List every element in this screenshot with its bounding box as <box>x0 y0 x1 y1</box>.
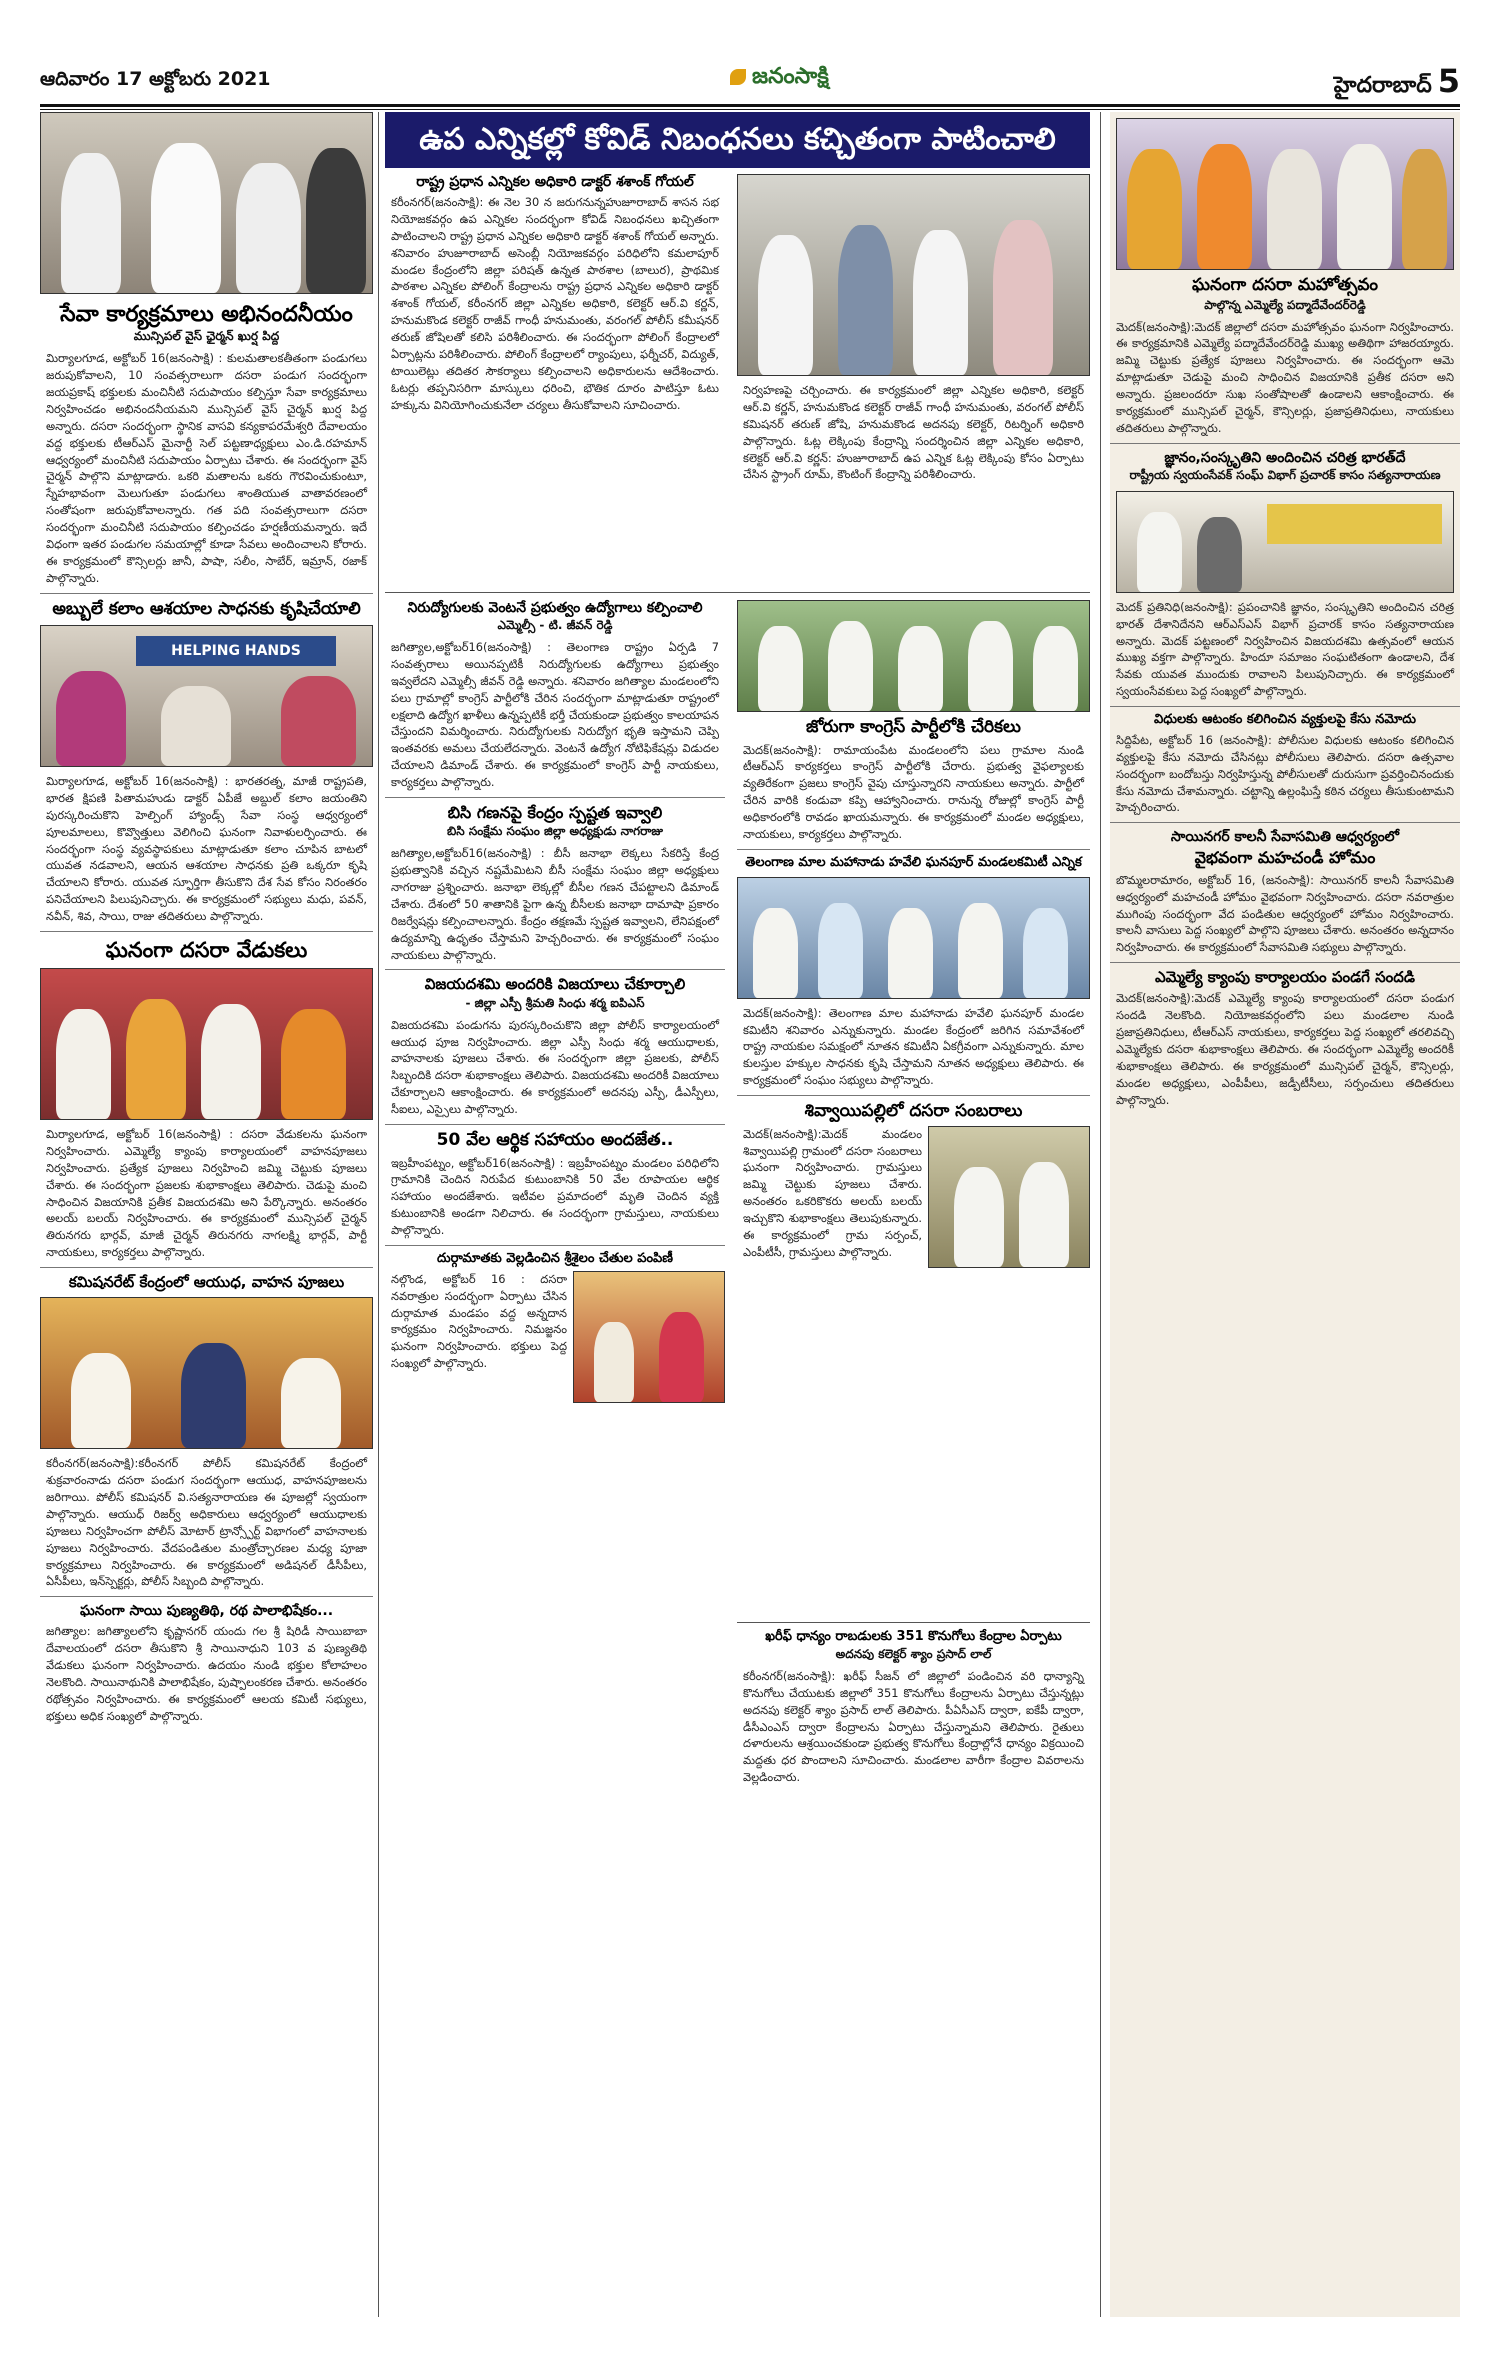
story-headline: సేవా కార్యక్రమాలు అభినందనీయం <box>60 302 353 327</box>
photo-figure <box>758 235 813 375</box>
divider <box>40 1596 373 1597</box>
header-rule-thin <box>40 109 1460 110</box>
photo-figure <box>1402 149 1447 269</box>
photo-figure <box>594 1322 634 1402</box>
photo-figure <box>281 1358 341 1448</box>
story-body: మెదక్(జనంసాక్షి):మెదక్ జిల్లాలో దసరా మహోత్సవం ఘనంగా నిర్వహించారు. ఈ కార్యక్రమానికి ఎమ్మెల్యే పద్మాదేవేందర్‌రెడ్డి ముఖ్య అతిథిగా హాజరయ్యారు. జమ్మి చెట్టుకు ప్రత్యేక పూజలు నిర్వహించారు. ఈ సందర్భంగా ఆమె మాట్లాడుతూ చెడుపై మంచి సాధించిన విజయానికి ప్రతీక దసరా అని అన్నారు. ప్రజలందరూ సుఖ సంతోషాలతో ఉండాలని ఆకాంక్షించారు. ఈ కార్యక్రమంలో మున్సిపల్ చైర్మన్, కౌన్సిలర్లు, ప్రజాప్రతినిధులు, నాయకులు తదితరులు పాల్గొన్నారు. <box>1116 319 1454 435</box>
photo-figure <box>888 908 933 998</box>
news-photo <box>928 1126 1090 1268</box>
news-photo <box>40 1297 373 1449</box>
paper-name: జనంసాక్షి <box>752 64 829 89</box>
story-body: ఇబ్రహీంపట్నం, అక్టోబర్16(జనంసాక్షి) : ఇబ్రహీంపట్నం మండలం పరిధిలోని గ్రామానికి చెందిన నిరుపేద కుటుంబానికి 50 వేల రూపాయల ఆర్థిక సహాయం అందజేశారు. ఇటీవల ప్రమాదంలో మృతి చెందిన వ్యక్తి కుటుంబానికి అండగా నిలిచారు. ఈ సందర్భంగా గ్రామస్తులు, నాయకులు పాల్గొన్నారు. <box>391 1155 719 1238</box>
photo-banner <box>1267 504 1442 544</box>
page-number: 5 <box>1437 62 1460 100</box>
photo-figure <box>818 903 863 998</box>
photo-figure <box>306 148 366 293</box>
story-body: మెదక్ ప్రతినిధి(జనంసాక్షి): ప్రపంచానికి జ్ఞానం, సంస్కృతిని అందించిన చరిత్ర భారత్ దేశానిదేనని ఆర్ఎస్ఎస్ విభాగ్ ప్రచారక్ కాసం సత్యనారాయణ అన్నారు. మెదక్ పట్టణంలో నిర్వహించిన విజయదశమి ఉత్సవంలో ఆయన ముఖ్య వక్తగా పాల్గొన్నారు. హిందూ సమాజం సంఘటితంగా ఉండాలని, దేశ సేవకు యువత ముందుకు రావాలని పిలుపునిచ్చారు. ఈ కార్యక్రమంలో స్వయంసేవకులు పెద్ద సంఖ్యలో పాల్గొన్నారు. <box>1116 599 1454 699</box>
photo-figure <box>913 230 968 375</box>
photo-figure <box>758 626 803 711</box>
divider <box>40 1267 373 1268</box>
story-body: మిర్యాలగూడ, అక్టోబర్ 16(జనంసాక్షి) : కులమతాలకతీతంగా పండుగలు జరుపుకోవాలని, 10 సంవత్సరాలుగా దసరా పండుగ సందర్భంగా జయప్రకాష్ భక్తులకు మంచినీటి సదుపాయం కల్పిస్తూ సేవా కార్యక్రమాలు నిర్వహించడం అభినందనీయమని మున్సిపల్ వైస్ చైర్మన్ ఖుర్ష పిద్ద అన్నారు. దసరా సందర్భంగా స్థానిక వాసవి కన్యకాపరమేశ్వరి దేవాలయం వద్ద భక్తులకు టీఆర్ఎస్ మైనార్టీ సెల్ పట్టణాధ్యక్షులు ఎం.డి.రహమాన్ ఆధ్వర్యంలో మంచినీటి సదుపాయం ఏర్పాటు చేశారు. ఈ సందర్భంగా వైస్ చైర్మన్ పాల్గొని మాట్లాడారు. ఒకరి మతాలను ఒకరు గౌరవించుకుంటూ, స్నేహభావంగా మెలుగుతూ పండుగలు శాంతియుత వాతావరణంలో సంతోషంగా జరుపుకోవాలన్నారు. గత పది సంవత్సరాలుగా దసరా సందర్భంగా మంచినీటి సదుపాయం కల్పించడం హర్షణీయమన్నారు. ఇదే విధంగా ఇతర పండుగల సమయాల్లో కూడా సేవలు అందించాలని కోరారు. ఈ కార్యక్రమంలో కౌన్సిలర్లు జానీ, పాషా, సలీం, సాబేర్, ఇమ్రాన్, రజాక్ పాల్గొన్నారు. <box>46 351 367 585</box>
news-photo <box>40 112 373 294</box>
story-headline: నిరుద్యోగులకు వెంటనే ప్రభుత్వం ఉద్యోగాలు కల్పించాలి <box>407 600 703 616</box>
column-divider <box>1100 112 1101 2317</box>
photo-figure <box>161 686 231 766</box>
story-body: విజయదశమి పండుగను పురస్కరించుకొని జిల్లా పోలీస్ కార్యాలయంలో ఆయుధ పూజ నిర్వహించారు. జిల్లా ఎస్పీ సింధు శర్మ ఆయుధాలకు, వాహనాలకు పూజలు చేశారు. ఈ సందర్భంగా జిల్లా ప్రజలకు, పోలీస్ సిబ్బందికి దసరా శుభాకాంక్షలు తెలిపారు. విజయదశమి అందరికీ విజయాలు చేకూర్చాలని ఆకాంక్షించారు. ఈ కార్యక్రమంలో అదనపు ఎస్పీ, డీఎస్పీలు, సీఐలు, ఎస్సైలు పాల్గొన్నారు. <box>391 1017 719 1117</box>
lead-story-cont <box>737 174 1090 483</box>
story-body: జగిత్యాల,అక్టోబర్16(జనంసాక్షి) : తెలంగాణ రాష్ట్రం ఏర్పడి 7 సంవత్సరాలు అయినప్పటికీ నిరుద్యోగులకు ఉద్యోగాలు ప్రభుత్వం ఇవ్వలేదని ఎమ్మెల్సీ జీవన్ రెడ్డి అన్నారు. శనివారం జగిత్యాల మండలంలోని పలు గ్రామాల్లో కాంగ్రెస్ పార్టీలోకి చేరిన సందర్భంగా మాట్లాడుతూ రాష్ట్రంలో లక్షలాది ఉద్యోగ ఖాళీలు ఉన్నప్పటికీ భర్తీ చేయకుండా ప్రభుత్వం కాలయాపన చేస్తుందని విమర్శించారు. నిరుద్యోగులకు నిరుద్యోగ భృతి ఇస్తామని చెప్పి ఇంతవరకు అమలు చేయలేదన్నారు. వెంటనే ఉద్యోగ నోటిఫికేషన్లు విడుదల చేయాలని డిమాండ్ చేశారు. ఈ కార్యక్రమంలో కాంగ్రెస్ పార్టీ నాయకులు, కార్యకర్తలు పాల్గొన్నారు. <box>391 640 719 790</box>
story-body: సిద్దిపేట, అక్టోబర్ 16 (జనంసాక్షి): పోలీసుల విధులకు ఆటంకం కలిగించిన వ్యక్తులపై కేసు నమోదు చేసినట్లు పోలీసులు తెలిపారు. దసరా ఉత్సవాల సందర్భంగా బందోబస్తు నిర్వహిస్తున్న పోలీసులతో దురుసుగా ప్రవర్తించినందుకు కేసు నమోదు చేశామన్నారు. చట్టాన్ని ఉల్లంఘిస్తే కఠిన చర్యలు తీసుకుంటామని హెచ్చరించారు. <box>1116 732 1454 815</box>
photo-figure <box>151 143 221 293</box>
story-body: నిర్వహణపై చర్చించారు. ఈ కార్యక్రమంలో జిల్లా ఎన్నికల అధికారి, కలెక్టర్ ఆర్.వి కర్ణన్, హనుమకొండ కలెక్టర్ రాజీవ్ గాంధీ హనుమంతు, వరంగల్ పోలీస్ కమిషనర్ తరుణ్ జోషి, హనుమకొండ అదనపు కలెక్టర్, రిటర్నింగ్ అధికారి పాల్గొన్నారు. ఓట్ల లెక్కింపు కేంద్రాన్ని సందర్శించిన జిల్లా ఎన్నికల అధికారి, కలెక్టర్ ఆర్.వి కర్ణన్: హుజూరాబాద్ ఉప ఎన్నిక ఓట్ల లెక్కింపు కోసం ఏర్పాటు చేసిన స్ట్రాంగ్ రూమ్, కౌంటింగ్ కేంద్రాన్ని పరిశీలించారు. <box>743 383 1084 482</box>
story-block <box>737 600 1090 1268</box>
photo-figure <box>56 671 126 766</box>
news-photo <box>40 968 373 1120</box>
story-subhead: - జిల్లా ఎస్పీ శ్రీమతి సింధు శర్మ ఐపిఎస్ <box>465 995 645 1010</box>
photo-figure <box>236 163 301 293</box>
photo-figure <box>1033 626 1078 711</box>
story-subhead: మున్సిపల్ వైస్ ఛైర్మన్ ఖుర్ష పిద్ద <box>133 329 280 344</box>
story-body: కరీంనగర్(జనంసాక్షి): ఈ నెల 30 న జరుగనున్నహుజూరాబాద్ శాసన సభ నియోజకవర్గం ఉప ఎన్నికల సందర్భంగా కోవిడ్ నిబంధనలు ఖచ్చితంగా పాటించాలని రాష్ట్ర ప్రధాన ఎన్నికల అధికారి డాక్టర్ శశాంక్ గోయల్ అన్నారు. శనివారం హుజూరాబాద్ అసెంబ్లీ నియోజకవర్గం పరిధిలోని కమలాపూర్ మండల కేంద్రంలోని జిల్లా పరిషత్ ఉన్నత పాఠశాల (బాలుర), ప్రాథమిక పాఠశాల ఎన్నికల పోలింగ్ కేంద్రాలను రాష్ట్ర ప్రధాన ఎన్నికల అధికారి డాక్టర్ శశాంక్ గోయల్, కరీంనగర్ జిల్లా ఎన్నికల అధికారి, కలెక్టర్ ఆర్.వి కర్ణన్, హనుమకొండ కలెక్టర్ రాజీవ్ గాంధీ హనుమంతు, వరంగల్ పోలీస్ కమీషనర్ తరుణ్ జోషిలతో కలిసి పరిశీలించారు. ఈ సందర్భంగా పోలింగ్ కేంద్రాలలో ఏర్పాట్లను పరిశీలించారు. పోలింగ్ కేంద్రాలలో ర్యాంపులు, ఫర్నీచర్, విద్యుత్, టాయిలెట్లు తదితర సౌకర్యాలు కల్పించాలని అధికారులను ఆదేశించారు. ఓటర్లు తప్పనిసరిగా మాస్కులు ధరించి, భౌతిక దూరం పాటిస్తూ ఓటు హక్కును వినియోగించుకునేలా చర్యలు తీసుకోవాలని సూచించారు. <box>391 195 719 412</box>
photo-figure <box>753 908 798 998</box>
divider <box>385 1245 725 1246</box>
news-photo <box>1116 118 1454 270</box>
photo-figure <box>1127 149 1182 269</box>
story-body: బొమ్మలరామారం, అక్టోబర్ 16, (జనంసాక్షి): సాయినగర్ కాలనీ సేవాసమితి ఆధ్వర్యంలో మహచండీ హోమం వైభవంగా నిర్వహించారు. దసరా నవరాత్రుల ముగింపు సందర్భంగా వేద పండితుల ఆధ్వర్యంలో హోమం నిర్వహించారు. కాలనీ వాసులు పెద్ద సంఖ్యలో పాల్గొని పూజలు చేశారు. అనంతరం అన్నదానం నిర్వహించారు. ఈ కార్యక్రమంలో సేవాసమితి సభ్యులు పాల్గొన్నారు. <box>1116 872 1454 955</box>
right-column <box>1110 112 1460 2317</box>
header-date: ఆదివారం 17 అక్టోబరు 2021 <box>40 68 271 90</box>
story-headline: 50 వేల ఆర్థిక సహాయం అందజేత.. <box>436 1129 674 1150</box>
divider <box>385 969 725 970</box>
photo-figure <box>659 1312 704 1402</box>
story-headline: ఘనంగా దసరా వేడుకలు <box>105 937 308 962</box>
story-headline: ఘనంగా దసరా మహోత్సవం <box>1191 275 1379 295</box>
story-subhead: పాల్గొన్న ఎమ్మెల్యే పద్మాదేవేందర్‌రెడ్డి <box>1204 297 1366 312</box>
masthead-logo <box>730 64 829 94</box>
divider <box>385 1124 725 1125</box>
divider <box>385 797 725 798</box>
left-column <box>40 112 373 2317</box>
header-city-page <box>1334 62 1460 103</box>
story-body: కరీంనగర్(జనంసాక్షి): ఖరీఫ్ సీజన్ లో జిల్లాలో పండించిన వరి ధాన్యాన్ని కొనుగోలు చేయుటకు జిల్లాలో 351 కొనుగోలు కేంద్రాలను ఏర్పాటు చేస్తున్నట్లు అదనపు కలెక్టర్ శ్యాం ప్రసాద్ లాల్ తెలిపారు. పీఏసీఎస్ ద్వారా, ఐకేపీ ద్వారా, డీసీఎంఎస్ ద్వారా కేంద్రాలను ఏర్పాటు చేస్తున్నామని తెలిపారు. రైతులు దళారులను ఆశ్రయించకుండా ప్రభుత్వ కొనుగోలు కేంద్రాల్లోనే ధాన్యం విక్రయించి మద్దతు ధర పొందాలని సూచించారు. మండలాల వారీగా కేంద్రాల వివరాలను వెల్లడించారు. <box>743 1668 1084 1785</box>
photo-figure <box>71 1353 131 1448</box>
story-block <box>385 600 725 1403</box>
story-headline: జ్ఞానం,సంస్కృతిని అందించిన చరిత్ర భారత్‌దే <box>1164 449 1406 466</box>
story-body: నల్గొండ, అక్టోబర్ 16 : దసరా నవరాత్రుల సందర్భంగా ఏర్పాటు చేసిన దుర్గామాత మండపం వద్ద అన్నదాన కార్యక్రమం నిర్వహించారు. నిమజ్జనం ఘనంగా నిర్వహించారు. భక్తులు పెద్ద సంఖ్యలో పాల్గొన్నారు. <box>391 1271 567 1371</box>
photo-figure <box>126 999 186 1119</box>
story-headline: సాయినగర్ కాలనీ సేవాసమితి ఆధ్వర్యంలో <box>1170 829 1400 846</box>
photo-figure <box>968 621 1013 711</box>
photo-figure <box>958 903 1003 998</box>
divider <box>40 593 373 594</box>
lead-story <box>385 174 725 413</box>
header-rule <box>40 104 1460 107</box>
divider <box>40 931 373 932</box>
page-header <box>40 62 1460 104</box>
story-headline: శివ్వాయిపల్లిలో దసరా సంబరాలు <box>804 1101 1023 1122</box>
story-subhead: రాష్ట్ర ప్రధాన ఎన్నికల అధికారి డాక్టర్ శశాంక్ గోయల్ <box>416 174 694 190</box>
story-subhead: అదనపు కలెక్టర్ శ్యాం ప్రసాద్ లాల్ <box>835 1646 992 1661</box>
story-body: మిర్యాలగూడ, అక్టోబర్ 16(జనంసాక్షి) : భారతరత్న, మాజీ రాష్ట్రపతి, భారత క్షిపణి పితామహుడు డాక్టర్ ఏపీజే అబ్దుల్ కలాం జయంతిని పురస్కరించుకొని హెల్పింగ్ హ్యాండ్స్ సేవా సంస్థ ఆధ్వర్యంలో పూలమాలలు, కొవ్వొత్తులు వెలిగించి ఘనంగా నివాళులర్పించారు. ఈ సందర్భంగా సంస్థ వ్యవస్థాపకులు మాట్లాడుతూ కలాం చూపిన బాటలో యువత నడవాలని, ఆయన ఆశయాల సాధనకు ప్రతి ఒక్కరూ కృషి చేయాలని కోరారు. యువత స్ఫూర్తిగా తీసుకొని దేశ సేవ కోసం నిరంతరం పనిచేయాలని పిలుపునిచ్చారు. ఈ కార్యక్రమంలో సభ్యులు మధు, పవన్, నవీన్, శివ, సాయి, రాజు తదితరులు పాల్గొన్నారు. <box>46 774 367 924</box>
photo-figure <box>56 1009 111 1119</box>
photo-figure <box>838 225 893 375</box>
photo-figure <box>1137 512 1182 592</box>
photo-figure <box>954 1167 1004 1267</box>
header-city: హైదరాబాద్ <box>1333 73 1432 98</box>
story-with-photo <box>385 1271 725 1403</box>
news-photo <box>40 625 373 767</box>
story-headline: దుర్గామాతకు వెల్లడించిన శ్రీశైలం చేతుల పంపిణీ <box>436 1250 674 1266</box>
banner-text: HELPING HANDS <box>136 636 336 666</box>
photo-figure <box>1197 517 1242 592</box>
story-block <box>737 1630 1090 1786</box>
divider <box>737 849 1090 850</box>
photo-figure <box>1019 1162 1069 1267</box>
photo-figure <box>993 220 1053 375</box>
story-body: జగిత్యాల,అక్టోబర్16(జనంసాక్షి) : బీసీ జనాభా లెక్కలు సేకరిస్తే కేంద్ర ప్రభుత్వానికి వచ్చిన నష్టమేమిటని బీసీ సంక్షేమ సంఘం జిల్లా అధ్యక్షులు నాగరాజు ప్రశ్నించారు. జనాభా లెక్కల్లో బీసీల గణన చేపట్టాలని డిమాండ్ చేశారు. దేశంలో 50 శాతానికి పైగా ఉన్న బీసీలకు జనాభా దామాషా ప్రకారం రిజర్వేషన్లు కల్పించాలన్నారు. కేంద్రం తక్షణమే స్పష్టత ఇవ్వాలని, లేనిపక్షంలో ఉద్యమాన్ని ఉధృతం చేస్తామని హెచ్చరించారు. ఈ కార్యక్రమంలో సంఘం నాయకులు పాల్గొన్నారు. <box>391 846 719 962</box>
divider <box>737 1095 1090 1096</box>
photo-figure <box>61 153 121 293</box>
lead-headline: ఉప ఎన్నికల్లో కోవిడ్ నిబంధనలు కచ్చితంగా పాటించాలి <box>385 112 1090 168</box>
news-photo <box>573 1271 725 1403</box>
divider <box>1110 706 1460 707</box>
story-body: మెదక్(జనంసాక్షి): తెలంగాణ మాల మహానాడు హవేలి ఘనపూర్ మండల కమిటీని శనివారం ఎన్నుకున్నారు. మండల కేంద్రంలో జరిగిన సమావేశంలో రాష్ట్ర నాయకుల సమక్షంలో నూతన కమిటీని ఏకగ్రీవంగా ఎన్నుకున్నారు. మాల కులస్తుల హక్కుల సాధనకు కృషి చేస్తామని నూతన అధ్యక్షులు తెలిపారు. ఈ కార్యక్రమంలో సంఘం సభ్యులు పాల్గొన్నారు. <box>743 1005 1084 1088</box>
divider <box>385 592 1090 593</box>
photo-figure <box>201 1004 261 1119</box>
story-headline: విధులకు ఆటంకం కలిగించిన వ్యక్తులపై కేసు నమోదు <box>1154 712 1416 728</box>
photo-figure <box>1197 144 1252 269</box>
story-body: కరీంనగర్(జనంసాక్షి):కరీంనగర్ పోలీస్ కమిషనరేట్ కేంద్రంలో శుక్రవారంనాడు దసరా పండుగ సందర్భంగా ఆయుధ, వాహనపూజలను జరిగాయి. పోలీస్ కమిషనర్ వి.సత్యనారాయణ ఈ పూజల్లో స్వయంగా పాల్గొన్నారు. ఆయుధ్ రిజర్వ్ అధికారులు ఆధ్వర్యంలో ఆయుధాలకు పూజలు నిర్వహించగా పోలీస్ మోటార్ ట్రాన్స్పోర్ట్ విభాగంలో వాహనాలకు పూజలు నిర్వహించారు. వేదపండితుల మంత్రోచ్ఛారణల మధ్య పూజా కార్యక్రమాలు నిర్వహించారు. ఈ కార్యక్రమంలో అడిషనల్ డీసీపీలు, ఏసీపీలు, ఇన్‌స్పెక్టర్లు, పోలీస్ సిబ్బంది పాల్గొన్నారు. <box>46 1456 367 1589</box>
story-headline: కమిషనరేట్ కేంద్రంలో ఆయుధ, వాహన పూజలు <box>68 1273 345 1292</box>
photo-figure <box>1023 908 1068 998</box>
photo-figure <box>898 626 943 711</box>
middle-column <box>385 112 1090 2317</box>
photo-figure <box>1267 149 1322 269</box>
leaf-icon <box>730 69 746 85</box>
news-photo <box>1116 491 1454 593</box>
story-headline-line2: వైభవంగా మహచండీ హోమం <box>1194 848 1376 868</box>
story-headline: విజయదశమి అందరికి విజయాలు చేకూర్చాలి <box>424 975 686 994</box>
photo-figure <box>281 1009 346 1119</box>
story-headline: ఘనంగా సాయి పుణ్యతిథి, రథ పాలాభిషేకం... <box>79 1603 334 1620</box>
divider <box>737 1622 1090 1623</box>
column-divider <box>378 112 379 2317</box>
news-photo <box>737 600 1090 712</box>
news-photo <box>737 877 1090 999</box>
story-subhead: బిసి సంక్షేమ సంఘం జిల్లా అధ్యక్షుడు నాగరాజు <box>447 824 663 839</box>
story-headline: జోరుగా కాంగ్రెస్ పార్టీలోకి చేరికలు <box>806 717 1021 737</box>
divider <box>1110 443 1460 444</box>
photo-figure <box>1337 144 1392 269</box>
story-headline: తెలంగాణ మాల మహానాడు హవేలి ఘనపూర్ మండలకమిటీ ఎన్నిక <box>745 854 1082 870</box>
story-headline: అబ్బులే కలాం ఆశయాల సాధనకు కృషిచేయాలి <box>52 598 361 619</box>
divider <box>1110 822 1460 823</box>
photo-figure <box>281 676 356 766</box>
story-headline: బిసి గణనపై కేంద్రం స్పష్టత ఇవ్వాలి <box>447 802 663 822</box>
news-photo <box>737 174 1090 376</box>
story-with-photo <box>737 1126 1090 1268</box>
story-body: మెదక్(జనంసాక్షి):మెదక్ మండలం శివ్వాయిపల్లి గ్రామంలో దసరా సంబరాలు ఘనంగా నిర్వహించారు. గ్రామస్తులు జమ్మి చెట్టుకు పూజలు చేశారు. అనంతరం ఒకరికొకరు అలయ్ బలయ్ ఇచ్చుకొని శుభాకాంక్షలు తెలుపుకున్నారు. ఈ కార్యక్రమంలో గ్రామ సర్పంచ్, ఎంపీటీసీ, గ్రామస్తులు పాల్గొన్నారు. <box>743 1126 922 1259</box>
story-body: జగిత్యాల: జగిత్యాలలోని కృష్ణానగర్ యందు గల శ్రీ షిరిడీ సాయిబాబా దేవాలయంలో దసరా తీసుకొని శ్రీ సాయినాధుని 103 వ పుణ్యతిథి వేడుకలు ఘనంగా నిర్వహించారు. ఉదయం నుండి భక్తుల కోలాహలం నెలకొంది. సాయినాథునికి పాలాభిషేకం, పుష్పాలంకరణ చేశారు. అనంతరం రథోత్సవం నిర్వహించారు. ఈ కార్యక్రమంలో ఆలయ కమిటీ సభ్యులు, భక్తులు అధిక సంఖ్యలో పాల్గొన్నారు. <box>46 1624 367 1723</box>
story-body: మిర్యాలగూడ, అక్టోబర్ 16(జనంసాక్షి) : దసరా వేడుకలను ఘనంగా నిర్వహించారు. ఎమ్మెల్యే క్యాంపు కార్యాలయంలో వాహనపూజలు నిర్వహించారు. ప్రత్యేక పూజలు నిర్వహించి జమ్మి చెట్టుకు పూజలు చేశారు. ఈ సందర్భంగా ప్రజలకు శుభాకాంక్షలు తెలిపారు. చెడుపై మంచి సాధించిన విజయానికి ప్రతీక విజయదశమి అని పేర్కొన్నారు. అనంతరం అలయ్ బలయ్ నిర్వహించారు. ఈ కార్యక్రమంలో మున్సిపల్ చైర్మన్ తిరునగరు భార్గవ్, మాజీ చైర్మన్ తిరునగరు నాగలక్ష్మి భార్గవ్, పార్టీ నాయకులు, కార్యకర్తలు పాల్గొన్నారు. <box>46 1127 367 1260</box>
story-headline: ఖరీఫ్ ధాన్యం రాబడులకు 351 కొనుగోలు కేంద్రాల ఏర్పాటు <box>765 1629 1062 1644</box>
story-body: మెదక్(జనంసాక్షి): రామాయంపేట మండలంలోని పలు గ్రామాల నుండి టీఆర్ఎస్ కార్యకర్తలు కాంగ్రెస్ పార్టీలోకి చేరారు. ప్రభుత్వ వైఫల్యాలకు వ్యతిరేకంగా ప్రజలు కాంగ్రెస్ వైపు చూస్తున్నారని నాయకులు అన్నారు. పార్టీలో చేరిన వారికి కండువా కప్పి ఆహ్వానించారు. రానున్న రోజుల్లో కాంగ్రెస్ పార్టీ అధికారంలోకి రావడం ఖాయమన్నారు. ఈ కార్యక్రమంలో మండల అధ్యక్షులు, నాయకులు, కార్యకర్తలు పాల్గొన్నారు. <box>743 742 1084 841</box>
story-body: మెదక్(జనంసాక్షి):మెదక్ ఎమ్మెల్యే క్యాంపు కార్యాలయంలో దసరా పండుగ సందడి నెలకొంది. నియోజకవర్గంలోని పలు మండలాల నుండి ప్రజాప్రతినిధులు, టీఆర్ఎస్ నాయకులు, కార్యకర్తలు పెద్ద సంఖ్యలో తరలివచ్చి ఎమ్మెల్యేకు దసరా శుభాకాంక్షలు తెలిపారు. ఈ సందర్భంగా ఎమ్మెల్యే అందరికీ శుభాకాంక్షలు తెలిపారు. ఈ కార్యక్రమంలో మున్సిపల్ చైర్మన్, కౌన్సిలర్లు, మండల అధ్యక్షులు, ఎంపీపీలు, జడ్పీటీసీలు, సర్పంచులు తదితరులు పాల్గొన్నారు. <box>1116 991 1454 1107</box>
story-subhead: ఎమ్మెల్సీ - టి. జీవన్ రెడ్డి <box>497 618 613 633</box>
story-subhead: రాష్ట్రీయ స్వయంసేవక్ సంఘ్ విభాగ్ ప్రచారక్ కాసం సత్యనారాయణ <box>1129 467 1441 482</box>
story-headline: ఎమ్మెల్యే క్యాంపు కార్యాలయం పండగే సందడి <box>1155 968 1415 987</box>
photo-figure <box>181 1343 246 1448</box>
divider <box>1110 962 1460 963</box>
photo-figure <box>828 621 873 711</box>
